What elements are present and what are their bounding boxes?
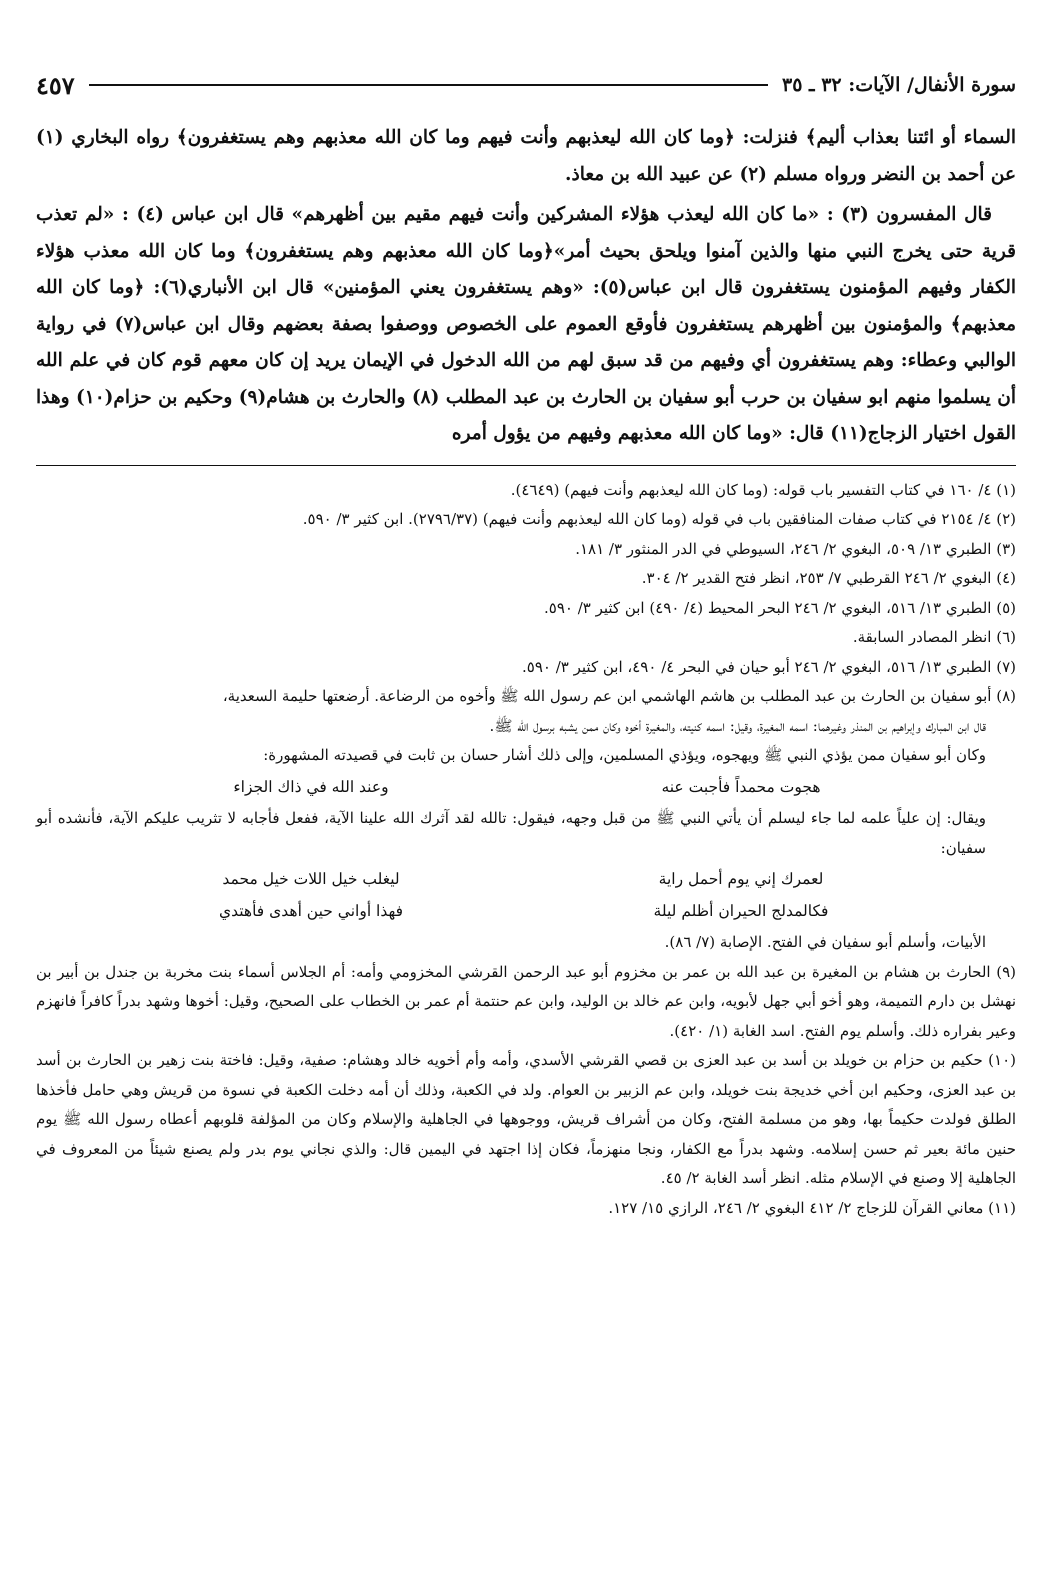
- footnote-10: (١٠) حكيم بن حزام بن خويلد بن أسد بن عبد العزى بن قصي القرشي الأسدي، وأمه وأم أخويه خالد وهشام: صفية، وقيل: فاختة بنت زهير بن الحارث بن أسد بن عبد العزى، وحكيم ابن أخي خديجة بنت خويلد، وابن عم الزبير بن العوام. ولد في الكعبة، وذلك أن أمه دخلت الكعبة في نسوة من قريش وهي حامل فأخذها الطلق فولدت حكيماً بها، وهو من مسلمة الفتح، وكان من أشراف قريش، ووجوهها في الجاهلية والإسلام وكان من المؤلفة قلوبهم أعطاه رسول الله ﷺ يوم حنين مائة بعير ثم حسن إسلامه. وشهد بدراً مع الكفار، ونجا منهزماً، فكان إذا اجتهد في اليمين قال: والذي نجاني يوم بدر ولم يصنع شيئاً من المعروف في الجاهلية إلا وصنع في الإسلام مثله. انظر أسد الغابة ٢/ ٤٥.: [36, 1051, 1016, 1187]
- main-paragraph: السماء أو ائتنا بعذاب أليم﴾ فنزلت: ﴿وما كان الله ليعذبهم وأنت فيهم وما كان الله معذبهم وهم يستغفرون﴾ رواه البخاري (١) عن أحمد بن النضر ورواه مسلم (٢) عن عبيد الله بن معاذ.: [36, 127, 1016, 185]
- footnote-8-line: ويقال: إن علياً علمه لما جاء ليسلم أن يأتي النبي ﷺ من قبل وجهه، فيقول: تالله لقد آثرك الله علينا الآية، ففعل فأجابه لا تثريب عليكم الآية، فأنشده أبو سفيان:: [36, 809, 986, 857]
- header-rule: [89, 84, 768, 86]
- verse-hemistich: وعند الله في ذاك الجزاء: [233, 777, 389, 796]
- page-number: ٤٥٧: [36, 70, 75, 100]
- book-page: [36, 60, 1016, 1223]
- verse-hemistich: فكالمدلج الحيران أظلم ليلة: [653, 901, 829, 920]
- page-header: [36, 60, 1016, 110]
- footnote-8: (٨) أبو سفيان بن الحارث بن عبد المطلب بن هاشم الهاشمي ابن عم رسول الله ﷺ وأخوه من الرضاعة. أرضعتها حليمة السعدية،: [222, 687, 1016, 705]
- footnotes: [36, 476, 1016, 1224]
- footnote-8-line: قال ابن المبارك وإبراهيم بن المنذر وغيرهما: اسمه المغيرة، وقيل: اسمه كنيته، والمغيرة أخوه وكان ممن يشبه برسول الله ﷺ.: [489, 716, 986, 735]
- footnote-8-line: وكان أبو سفيان ممن يؤذي النبي ﷺ ويهجوه، ويؤذي المسلمين، وإلى ذلك أشار حسان بن ثابت في قصيدته المشهورة:: [263, 746, 986, 764]
- verse-hemistich: ليغلب خيل اللات خيل محمد: [222, 870, 400, 888]
- footnote-9: (٩) الحارث بن هشام بن المغيرة بن عبد الله بن عمر بن مخزوم أبو عبد الرحمن القرشي المخزومي وأمه: أم الجلاس أسماء بنت مخربة بن جندل بن أبير بن نهشل بن دارم التميمة، وهو أخو أبي جهل لأبويه، وابن عم خالد بن الوليد، وابن عم حنتمة أم عمر بن الخطاب على الصحيح، وقيل: أخوها وشهد بدراً كافراً فانهزم وعير بفراره ذلك. وأسلم يوم الفتح. اسد الغابة (١/ ٤٢٠).: [36, 962, 1016, 1040]
- running-title: سورة الأنفال/ الآيات: ٣٢ ـ ٣٥: [782, 74, 1016, 96]
- footnote-separator: [36, 465, 1016, 466]
- verse-hemistich: فهذا أواني حين أهدى فأهتدي: [218, 901, 404, 920]
- footnote-1: (١) ٤/ ١٦٠ في كتاب التفسير باب قوله: (وما كان الله ليعذبهم وأنت فيهم) (٤٦٤٩).: [510, 480, 1016, 499]
- verse-hemistich: هجوت محمداً فأجبت عنه: [661, 777, 821, 796]
- footnote-2: (٢) ٤/ ٢١٥٤ في كتاب صفات المنافقين باب في قوله (وما كان الله ليعذبهم وأنت فيهم) (٢٧٩٦/٣٧). ابن كثير ٣/ ٥٩٠.: [302, 510, 1016, 528]
- footnote-11: (١١) معاني القرآن للزجاج ٢/ ٤١٢ البغوي ٢/ ٢٤٦، الرازي ١٥/ ١٢٧.: [608, 1198, 1016, 1217]
- poem-verse: [36, 773, 1016, 803]
- footnote-6: (٦) انظر المصادر السابقة.: [852, 628, 1016, 646]
- main-text: [36, 120, 1016, 453]
- footnote-7: (٧) الطبري ١٣/ ٥١٦، البغوي ٢/ ٢٤٦ أبو حيان في البحر ٤/ ٤٩٠، ابن كثير ٣/ ٥٩٠.: [522, 657, 1016, 676]
- poem-verse: [36, 897, 1016, 927]
- footnote-5: (٥) الطبري ١٣/ ٥١٦، البغوي ٢/ ٢٤٦ البحر المحيط (٤/ ٤٩٠) ابن كثير ٣/ ٥٩٠.: [543, 598, 1016, 617]
- poem-verse: [36, 865, 1016, 895]
- footnote-8-line: الأبيات، وأسلم أبو سفيان في الفتح. الإصابة (٧/ ٨٦).: [664, 933, 986, 951]
- main-paragraph: قال المفسرون (٣) : «ما كان الله ليعذب هؤلاء المشركين وأنت فيهم مقيم بين أظهرهم» قال ابن عباس (٤) : «لم تعذب قرية حتى يخرج النبي منها والذين آمنوا ويلحق بحيث أمر»﴿وما كان الله معذبهم وهم يستغفرون﴾ وما كان الله معذب هؤلاء الكفار وفيهم المؤمنون يستغفرون قال ابن عباس(٥): «وهم يستغفرون يعني المؤمنين» قال ابن الأنباري(٦): ﴿وما كان الله معذبهم﴾ والمؤمنون بين أظهرهم يستغفرون فأوقع العموم على الخصوص ووصفوا بصفة بعضهم وقال ابن عباس(٧) في رواية الوالبي وعطاء: وهم يستغفرون أي وفيهم من قد سبق لهم من الله الدخول في الإيمان يريد إن كان معهم قوم كان في علم الله أن يسلموا منهم ابو سفيان بن حرب أبو سفيان بن الحارث بن عبد المطلب (٨) والحارث بن هشام(٩) وحكيم بن حزام(١٠) وهذا القول اختيار الزجاج(١١) قال: «وما كان الله معذبهم وفيهم من يؤول أمره: [36, 204, 1017, 444]
- verse-hemistich: لعمرك إني يوم أحمل راية: [658, 870, 824, 888]
- footnote-4: (٤) البغوي ٢/ ٢٤٦ القرطبي ٧/ ٢٥٣، انظر فتح القدير ٢/ ٣٠٤.: [641, 569, 1016, 587]
- footnote-3: (٣) الطبري ١٣/ ٥٠٩، البغوي ٢/ ٢٤٦، السيوطي في الدر المنثور ٣/ ١٨١.: [575, 539, 1016, 558]
